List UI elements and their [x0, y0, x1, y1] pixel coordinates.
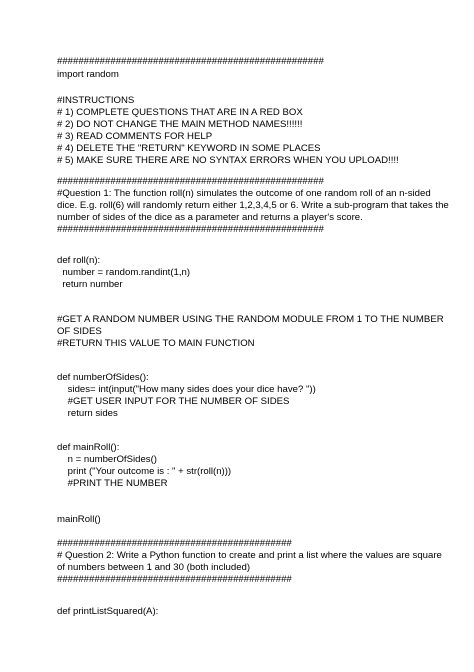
question-2-text: # Question 2: Write a Python function to create and print a list where the values are square [57, 550, 442, 561]
instruction-2: # 2) DO NOT CHANGE THE MAIN METHOD NAMES!!!!!! [57, 119, 303, 130]
question-1-text: #Question 1: The function roll(n) simulates the outcome of one random roll of an n-sided [57, 188, 431, 199]
question-1-text: dice. E.g. roll(6) will randomly return either 1,2,3,4,5 or 6. Write a sub-program that takes the [57, 200, 449, 211]
code-line: def printListSquared(A): [57, 606, 159, 617]
question-1-text: number of sides of the dice as a parameter and returns a player's score. [57, 212, 363, 223]
question-2-text: of numbers between 1 and 30 (both included) [57, 562, 251, 573]
code-line: return number [57, 279, 123, 290]
instruction-4: # 4) DELETE THE "RETURN" KEYWORD IN SOME PLACES [57, 143, 321, 154]
code-line: sides= int(input("How many sides does your dice have? ")) [57, 384, 316, 395]
import-statement: import random [57, 69, 119, 80]
instructions-heading: #INSTRUCTIONS [57, 95, 135, 106]
code-line: n = numberOfSides() [57, 454, 157, 465]
code-line: return sides [57, 408, 118, 419]
instruction-5: # 5) MAKE SURE THERE ARE NO SYNTAX ERRORS WHEN YOU UPLOAD!!!! [57, 155, 399, 166]
code-line: #GET USER INPUT FOR THE NUMBER OF SIDES [57, 396, 290, 407]
code-line: mainRoll() [57, 514, 101, 525]
comment-line: #GET A RANDOM NUMBER USING THE RANDOM MODULE FROM 1 TO THE NUMBER [57, 314, 444, 325]
separator-line: ################################################## [57, 224, 324, 235]
separator-line: ############################################ [57, 538, 292, 549]
separator-line: ############################################ [57, 574, 292, 585]
code-line: def mainRoll(): [57, 442, 120, 453]
code-line: def roll(n): [57, 255, 101, 266]
separator-line: ################################################## [57, 176, 324, 187]
separator-line: ################################################## [57, 56, 324, 67]
instruction-1: # 1) COMPLETE QUESTIONS THAT ARE IN A RED BOX [57, 107, 303, 118]
code-line: #PRINT THE NUMBER [57, 478, 168, 489]
code-line: def numberOfSides(): [57, 372, 149, 383]
instruction-3: # 3) READ COMMENTS FOR HELP [57, 131, 213, 142]
comment-line: #RETURN THIS VALUE TO MAIN FUNCTION [57, 338, 255, 349]
comment-line: OF SIDES [57, 326, 102, 337]
code-line: number = random.randint(1,n) [57, 267, 191, 278]
code-line: print ("Your outcome is : " + str(roll(n))) [57, 466, 232, 477]
